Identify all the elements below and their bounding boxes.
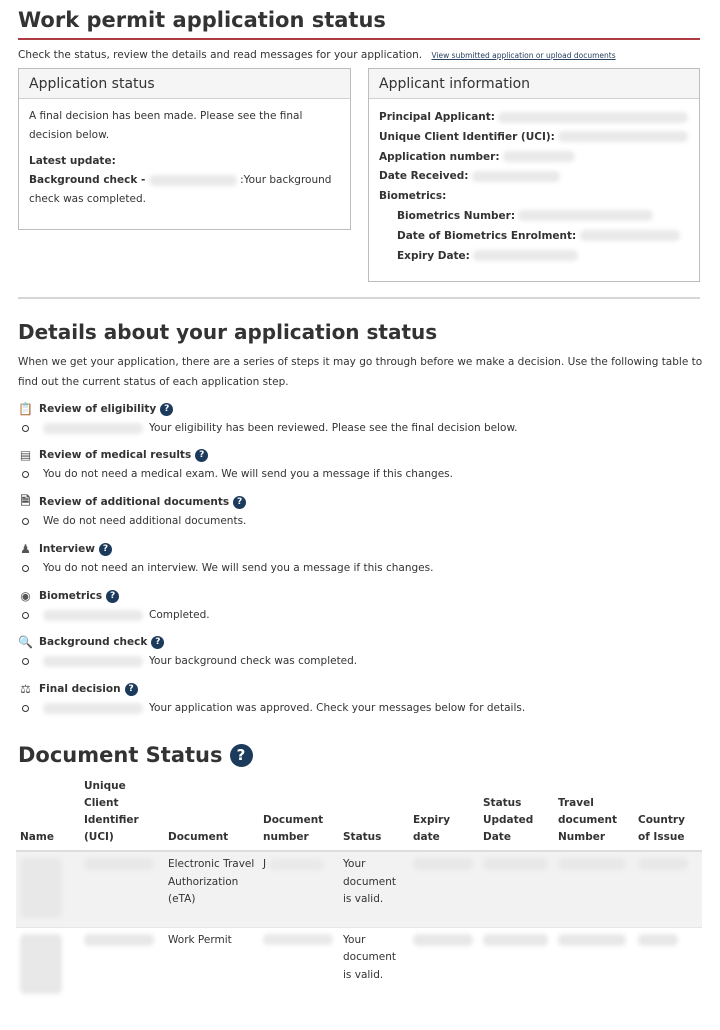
- step-text: Your background check was completed.: [149, 655, 358, 667]
- col-country: Country of Issue: [634, 778, 702, 851]
- step-label: Background check: [39, 636, 148, 648]
- application-status-panel: [18, 68, 351, 230]
- col-status-updated: Status Updated Date: [479, 778, 554, 851]
- help-icon[interactable]: ?: [99, 543, 112, 556]
- step-eligibility: [18, 400, 708, 438]
- help-icon[interactable]: ?: [160, 403, 173, 416]
- redacted-date: [149, 175, 237, 186]
- title-rule: [18, 38, 700, 40]
- step-text: We do not need additional documents.: [43, 515, 247, 527]
- redacted-expiry: [413, 934, 473, 946]
- col-document: Document: [164, 778, 259, 851]
- cell-document-number: J: [259, 851, 339, 927]
- redacted-updated: [483, 934, 548, 946]
- cell-document-number: [259, 927, 339, 1003]
- col-status: Status: [339, 778, 409, 851]
- step-final-decision: [18, 680, 708, 718]
- biometrics-date-row: Date of Biometrics Enrolment:: [379, 227, 689, 247]
- cell-status: Your document is valid.: [343, 933, 396, 981]
- cell-document: Electronic Travel Authorization (eTA): [164, 851, 259, 927]
- bullet-icon: [22, 518, 29, 525]
- step-label: Final decision: [39, 683, 121, 695]
- intro-sentence: Check the status, review the details and read messages for your application.: [18, 49, 423, 61]
- principal-applicant-row: Principal Applicant:: [379, 108, 689, 128]
- scales-icon: ⚖: [20, 682, 31, 696]
- step-biometrics: [18, 587, 708, 625]
- help-icon[interactable]: ?: [151, 636, 164, 649]
- redacted-travel-doc: [558, 858, 626, 870]
- details-heading: Details about your application status: [18, 320, 438, 344]
- bullet-icon: [22, 471, 29, 478]
- application-number-row: Application number:: [379, 148, 689, 168]
- medical-icon: ▤: [19, 448, 32, 462]
- help-icon[interactable]: ?: [233, 496, 246, 509]
- table-row: [16, 927, 702, 1003]
- help-icon[interactable]: ?: [106, 590, 119, 603]
- final-decision-text: A final decision has been made. Please see the final decision below.: [29, 110, 303, 141]
- expiry-date-row: Expiry Date:: [379, 247, 689, 267]
- redacted-name: [20, 934, 62, 994]
- details-intro: When we get your application, there are a series of steps it may go through before we make a decision. Use the following table to find out the current status of each application step.: [18, 356, 703, 388]
- col-name: Name: [16, 778, 80, 851]
- redacted-expiry: [413, 858, 473, 870]
- redacted-updated: [483, 858, 548, 870]
- table-header-row: [16, 778, 702, 851]
- intro-text: [18, 49, 616, 61]
- step-text: Completed.: [149, 609, 210, 621]
- view-application-link[interactable]: View submitted application or upload documents: [431, 51, 616, 60]
- redacted-country: [638, 934, 678, 946]
- step-text: Your eligibility has been reviewed. Please see the final decision below.: [149, 422, 518, 434]
- biometrics-row: Biometrics:: [379, 190, 447, 203]
- latest-update-entry: [29, 171, 340, 209]
- bullet-icon: [22, 565, 29, 572]
- document-status-table: [16, 778, 702, 1003]
- step-interview: [18, 540, 708, 578]
- fingerprint-icon: ◉: [20, 589, 31, 603]
- magnifier-icon: 🔍: [18, 635, 33, 649]
- document-status-heading: [18, 743, 253, 767]
- redacted-travel-doc: [558, 934, 626, 946]
- help-icon[interactable]: ?: [125, 683, 138, 696]
- uci-row: Unique Client Identifier (UCI):: [379, 128, 689, 148]
- documents-icon: 🗎: [20, 493, 31, 508]
- bullet-icon: [22, 425, 29, 432]
- step-label: Review of medical results: [39, 449, 192, 461]
- col-travel-doc-number: Travel document Number: [554, 778, 634, 851]
- help-icon[interactable]: ?: [195, 449, 208, 462]
- step-text: Your application was approved. Check your messages below for details.: [149, 702, 526, 714]
- redacted-uci: [84, 858, 154, 870]
- table-row: [16, 851, 702, 927]
- step-additional-documents: [18, 493, 708, 531]
- section-divider: [18, 297, 700, 299]
- interview-icon: ♟: [20, 542, 31, 556]
- clipboard-icon: 📋: [18, 402, 33, 416]
- applicant-info-heading: Applicant information: [369, 69, 699, 99]
- applicant-info-panel: [368, 68, 700, 282]
- latest-update-label: Latest update:: [29, 155, 116, 167]
- col-uci: Unique Client Identifier (UCI): [80, 778, 164, 851]
- step-label: Biometrics: [39, 590, 103, 602]
- document-status-title: Document Status: [18, 743, 223, 767]
- redacted-uci: [84, 934, 154, 946]
- step-text: You do not need a medical exam. We will send you a message if this changes.: [43, 468, 453, 480]
- update-step-label: Background check -: [29, 174, 146, 186]
- bullet-icon: [22, 705, 29, 712]
- step-label: Review of eligibility: [39, 403, 157, 415]
- page-title: Work permit application status: [18, 8, 386, 32]
- step-label: Interview: [39, 543, 95, 555]
- help-icon[interactable]: ?: [230, 744, 253, 767]
- col-document-number: Document number: [259, 778, 339, 851]
- date-received-row: Date Received:: [379, 167, 689, 187]
- bullet-icon: [22, 658, 29, 665]
- update-text: :Your background check was completed.: [29, 174, 332, 205]
- biometrics-number-row: Biometrics Number:: [379, 207, 689, 227]
- step-background-check: [18, 633, 708, 671]
- cell-document: Work Permit: [168, 933, 232, 946]
- step-text: You do not need an interview. We will send you a message if this changes.: [43, 562, 434, 574]
- step-label: Review of additional documents: [39, 496, 230, 508]
- redacted-name: [20, 858, 62, 918]
- redacted-country: [638, 858, 688, 870]
- step-medical: [18, 446, 708, 484]
- application-status-heading: Application status: [19, 69, 350, 99]
- bullet-icon: [22, 612, 29, 619]
- col-expiry-date: Expiry date: [409, 778, 479, 851]
- cell-status: Your document is valid.: [339, 851, 409, 927]
